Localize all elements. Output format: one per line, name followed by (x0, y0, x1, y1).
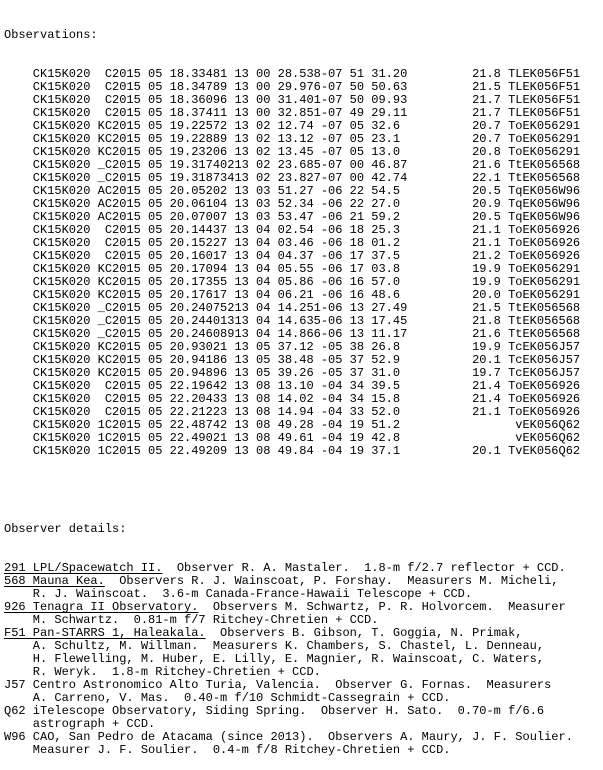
observation-line: CK15K020 KC2015 05 20.17094 13 04 05.55 -06 17 03.8 19.9 ToEK056291 (4, 262, 581, 276)
observation-line: CK15K020 C2015 05 18.34789 13 00 29.976-07 50 50.63 21.5 TLEK056F51 (4, 80, 581, 94)
observations-heading: Observations: (4, 28, 98, 42)
observer-entry-text: Observer R. A. Mastaler. 1.8-m f/2.7 reflector + CCD. (162, 561, 566, 575)
observer-details-heading: Observer details: (4, 522, 127, 536)
observation-line: CK15K020 C2015 05 20.14437 13 04 02.54 -06 18 25.3 21.1 ToEK056926 (4, 223, 581, 237)
observation-line: CK15K020 KC2015 05 19.22572 13 02 12.74 -07 05 32.6 20.7 ToEK056291 (4, 119, 581, 133)
observation-line: CK15K020 KC2015 05 20.93021 13 05 37.12 -05 38 26.8 19.9 TcEK056J57 (4, 340, 581, 354)
observation-line: CK15K020 _C2015 05 19.31873413 02 23.827-07 00 42.74 22.1 TtEK056568 (4, 171, 581, 185)
observation-line: CK15K020 _C2015 05 20.24401313 04 14.635-06 13 17.45 21.8 TtEK056568 (4, 314, 581, 328)
observation-line: CK15K020 AC2015 05 20.07007 13 03 53.47 -06 21 59.2 20.5 TqEK056W96 (4, 210, 581, 224)
observer-entry-text: Observer G. Fornas. Measurers (320, 678, 552, 692)
observer-entry (4, 731, 603, 744)
observation-line: CK15K020 C2015 05 18.36096 13 00 31.401-07 50 09.93 21.7 TLEK056F51 (4, 93, 581, 107)
observation-line: CK15K020 1C2015 05 22.48742 13 08 49.28 -04 19 51.2 vEK056Q62 (4, 418, 581, 432)
observation-line: CK15K020 _C2015 05 19.31740213 02 23.685-07 00 46.87 21.6 TtEK056568 (4, 158, 581, 172)
observation-line: CK15K020 KC2015 05 20.94896 13 05 39.26 -05 37 31.0 19.7 TcEK056J57 (4, 366, 581, 380)
observer-entry-text: Observer H. Sato. 0.70-m f/6.6 (306, 704, 545, 718)
observation-line: CK15K020 KC2015 05 20.94186 13 05 38.48 -05 37 52.9 20.1 TcEK056J57 (4, 353, 581, 367)
observations-list (4, 68, 603, 458)
observation-line: CK15K020 1C2015 05 22.49021 13 08 49.61 -04 19 42.8 vEK056Q62 (4, 431, 581, 445)
observer-entry (4, 679, 603, 692)
observation-line: CK15K020 C2015 05 22.19642 13 08 13.10 -04 34 39.5 21.4 ToEK056926 (4, 379, 581, 393)
observation-line: CK15K020 KC2015 05 19.23206 13 02 13.45 -07 05 13.0 20.8 ToEK056291 (4, 145, 581, 159)
observer-entry-continuation: astrograph + CCD. (4, 717, 156, 731)
observer-entry-continuation: R. J. Wainscoat. 3.6-m Canada-France-Hawaii Telescope + CCD. (4, 587, 473, 601)
observatory-code-name: 926 Tenagra II Observatory. (4, 600, 199, 614)
observatory-code-name: Q62 iTelescope Observatory, Siding Spring. (4, 704, 307, 718)
observation-line: CK15K020 KC2015 05 20.17355 13 04 05.86 -06 16 57.0 19.9 ToEK056291 (4, 275, 581, 289)
observation-line: CK15K020 C2015 05 22.21223 13 08 14.94 -04 33 52.0 21.1 ToEK056926 (4, 405, 581, 419)
observer-entry-continuation: A. Schultz, M. Willman. Measurers K. Chambers, S. Chastel, L. Denneau, (4, 639, 545, 653)
observation-line: CK15K020 C2015 05 20.16017 13 04 04.37 -06 17 37.5 21.2 ToEK056926 (4, 249, 581, 263)
observatory-code-name: 568 Mauna Kea. (4, 574, 105, 588)
observer-entry-continuation: R. Weryk. 1.8-m Ritchey-Chretien + CCD. (4, 665, 321, 679)
observation-line: CK15K020 AC2015 05 20.05202 13 03 51.27 -06 22 54.5 20.5 TqEK056W96 (4, 184, 581, 198)
observer-entry-text: Observers B. Gibson, T. Goggia, N. Primak, (205, 626, 523, 640)
observatory-code-name: W96 CAO, San Pedro de Atacama (since 2013). (4, 730, 314, 744)
observation-line: CK15K020 _C2015 05 20.24608913 04 14.866-06 13 11.17 21.6 TtEK056568 (4, 327, 581, 341)
observation-line: CK15K020 KC2015 05 20.17617 13 04 06.21 -06 16 48.6 20.0 ToEK056291 (4, 288, 581, 302)
observation-line: CK15K020 C2015 05 22.20433 13 08 14.02 -04 34 15.8 21.4 ToEK056926 (4, 392, 581, 406)
section-gap (4, 484, 603, 497)
observer-details-list (4, 562, 603, 757)
observer-entry-text: Observers M. Schwartz, P. R. Holvorcem. Measurer (198, 600, 566, 614)
observer-entry-text: Observers A. Maury, J. F. Soulier. (313, 730, 573, 744)
observation-line: CK15K020 KC2015 05 19.22889 13 02 13.12 -07 05 23.1 20.7 ToEK056291 (4, 132, 581, 146)
observation-line: CK15K020 AC2015 05 20.06104 13 03 52.34 -06 22 27.0 20.9 TqEK056W96 (4, 197, 581, 211)
observation-line: CK15K020 1C2015 05 22.49209 13 08 49.84 -04 19 37.1 20.1 TvEK056Q62 (4, 444, 581, 458)
observer-entry-continuation: H. Flewelling, M. Huber, E. Lilly, E. Magnier, R. Wainscoat, C. Waters, (4, 652, 545, 666)
observation-line: CK15K020 C2015 05 20.15227 13 04 03.46 -06 18 01.2 21.1 ToEK056926 (4, 236, 581, 250)
observer-entry-continuation: A. Carreno, V. Mas. 0.40-m f/10 Schmidt-Cassegrain + CCD. (4, 691, 451, 705)
observatory-code-name: 291 LPL/Spacewatch II. (4, 561, 163, 575)
observatory-code-name: F51 Pan-STARRS 1, Haleakala. (4, 626, 206, 640)
observer-entry-continuation: M. Schwartz. 0.81-m f/7 Ritchey-Chretien + CCD. (4, 613, 379, 627)
observatory-code-name: J57 Centro Astronomico Alto Turia, Valencia. (4, 678, 321, 692)
observer-entry (4, 705, 603, 718)
observer-entry-continuation: Measurer J. F. Soulier. 0.4-m f/8 Ritchey-Chretien + CCD. (4, 743, 451, 757)
observation-line: CK15K020 _C2015 05 20.24075213 04 14.251-06 13 27.49 21.5 TtEK056568 (4, 301, 581, 315)
observation-line: CK15K020 C2015 05 18.33481 13 00 28.538-07 51 31.20 21.8 TLEK056F51 (4, 67, 581, 81)
observation-line: CK15K020 C2015 05 18.37411 13 00 32.851-07 49 29.11 21.7 TLEK056F51 (4, 106, 581, 120)
observer-entry-text: Observers R. J. Wainscoat, P. Forshay. Measurers M. Micheli, (104, 574, 559, 588)
